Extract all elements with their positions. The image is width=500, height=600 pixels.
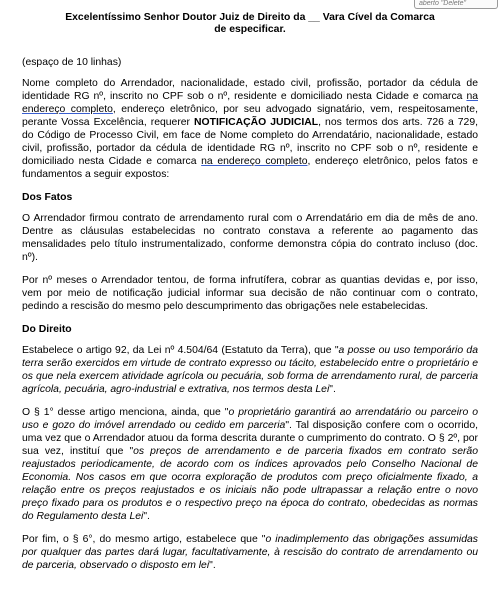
direito-2-quote-1: o proprietário garantirá ao arrendatário ou parceiro o uso e gozo do imóvel arrendado ou cedido em parceria — [22, 407, 478, 431]
direito-2-quote-2: os preços de arrendamento e de parceria fixados em contrato serão reajustados periodicamente, de acordo com os índices aprovados pelo Conselho Nacional de Economia. Nos casos em que ocorra exploração de produtos com preço oficialmente fixado, a relação entre os preços reajustados e os iniciais não pode ultrapassar a relação entre o novo preço fixado para os produtos e o respectivo preço na época do contrato, obedecidas as normas do Regulamento desta Lei — [22, 446, 478, 522]
intro-text-1: Nome completo do Arrendador, nacionalidade, estado civil, profissão, portador da cédula de identidade RG nº, inscrito no CPF sob o nº, residente e domiciliado nesta Cidade e comarca — [22, 78, 478, 102]
direito-3-text-a: Por fim, o § 6°, do mesmo artigo, estabelece que " — [22, 534, 266, 545]
direito-2-text-a: O § 1° desse artigo menciona, ainda, que " — [22, 407, 229, 418]
intro-text-3: , nos termos dos arts. 726 a 729, do Código de Processo Civil, em face de Nome completo do Arrendatário, nacionalidade, estado civil, profissão, portador da cédula de identidade RG nº, inscrito no CPF sob o nº, residente e domiciliado nesta Cidade e comarca — [22, 117, 478, 167]
notification-judicial-bold: NOTIFICAÇÃO JUDICIAL — [194, 117, 319, 128]
address-placeholder-2[interactable]: na endereço completo — [201, 156, 308, 167]
direito-paragraph-1 — [22, 344, 478, 396]
title-line-2: de especificar. — [214, 24, 286, 35]
intro-paragraph — [22, 77, 478, 181]
direito-2-text-c: ". — [143, 511, 150, 522]
fatos-paragraph-2: Por nº meses o Arrendador tentou, de forma infrutífera, cobrar as quantias devidas e, por isso, vem por meio de notificação judicial informar sua decisão de não continuar com o contrato, pedindo a rescisão do mesmo pelo descumprimento das obrigações nele estabelecidas. — [22, 275, 478, 312]
section-heading-direito: Do Direito — [22, 324, 72, 335]
direito-1-quote: a posse ou uso temporário da terra serão exercidos em virtude de contrato expresso ou tácito, estabelecido entre o proprietário e os que nela exercem atividade agrícola ou pecuária, sob forma de arrendamento rural, de parceria agrícola, pecuária, agro-industrial e extrativa, nos termos desta Lei — [22, 345, 478, 395]
space-note: (espaço de 10 linhas) — [22, 57, 122, 68]
address-placeholder-1[interactable]: na endereço completo — [22, 91, 478, 115]
direito-paragraph-2 — [22, 406, 478, 523]
direito-2-text-b: ". Tal disposição confere com o ocorrido, uma vez que o Arrendador atuou da forma descrita durante o cumprimento do contrato. O § 2º, por sua vez, instituí que " — [22, 420, 478, 457]
direito-3-text-b: ". — [209, 560, 216, 571]
comment-balloon[interactable]: aberto "Delete" — [414, 0, 498, 9]
intro-text-4: , endereço eletrônico, pelos fatos e fundamentos a seguir expostos: — [22, 156, 478, 180]
direito-1-text-a: Estabelece o artigo 92, da Lei nº 4.504/64 (Estatuto da Terra), que " — [22, 345, 339, 356]
direito-1-text-b: ". — [329, 384, 336, 395]
section-heading-fatos: Dos Fatos — [22, 192, 73, 203]
document-page — [22, 12, 478, 582]
direito-paragraph-3 — [22, 533, 478, 572]
direito-3-quote: o inadimplemento das obrigações assumidas por qualquer das partes dará lugar, facultativamente, à rescisão do contrato de arrendamento ou de parceria, observado o disposto em lei — [22, 534, 478, 571]
intro-text-2: , endereço eletrônico, por seu advogado signatário, vem, respeitosamente, perante Vossa Excelência, requerer — [22, 104, 478, 128]
fatos-paragraph-1: O Arrendador firmou contrato de arrendamento rural com o Arrendatário em dia de mês de ano. Dentre as cláusulas estabelecidas no contrato constava a referente ao pagamento das mensalidades pelo título instrumentalizado, conforme demonstra cópia do contrato incluso (doc. nº). — [22, 213, 478, 263]
title-line-1: Excelentíssimo Senhor Doutor Juiz de Direito da __ Vara Cível da Comarca — [65, 12, 435, 23]
document-title — [22, 12, 478, 36]
